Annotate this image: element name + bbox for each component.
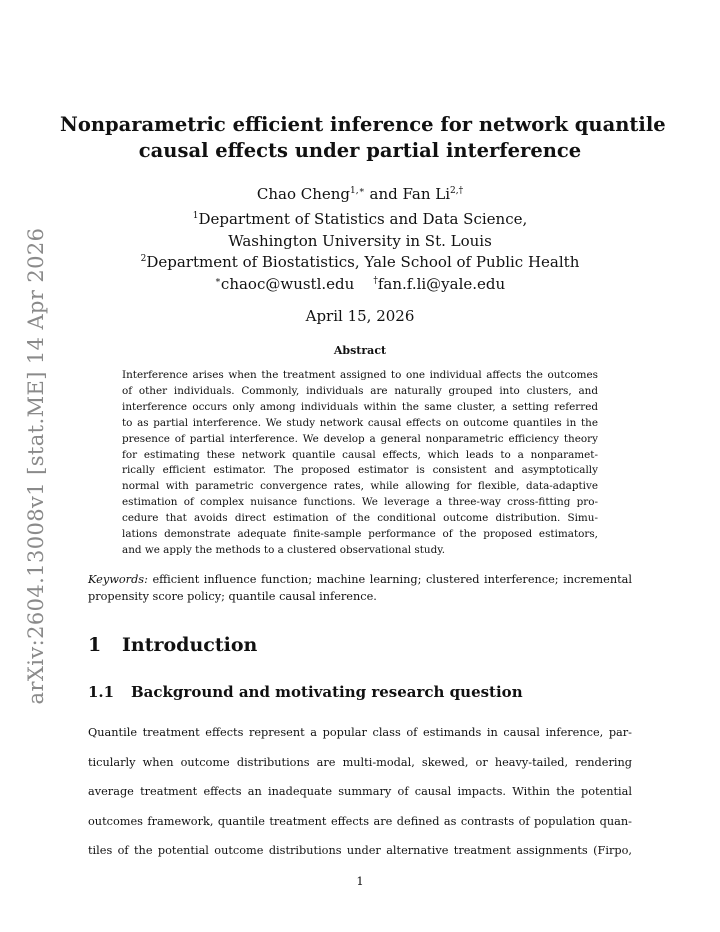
body-line: outcomes framework, quantile treatment effects are defined as contrasts of population quan- (88, 814, 632, 828)
email-line (60, 274, 660, 296)
title-line-2: causal effects under partial interference (138, 139, 582, 162)
arxiv-stamp: arXiv:2604.13008v1 [stat.ME] 14 Apr 2026 (24, 227, 48, 705)
body-paragraph (88, 718, 632, 866)
author-connector: and (364, 185, 403, 203)
body-line: tiles of the potential outcome distributions under alternative treatment assignments (Firpo, (88, 844, 632, 857)
keywords-text-1: efficient influence function; machine learning; clustered interference; incremental (152, 573, 632, 586)
body-line: average treatment effects an inadequate summary of causal impacts. Within the potential (88, 785, 632, 798)
abstract-line: interference occurs only among individuals within the same cluster, a setting referred (122, 400, 598, 413)
subsection-title: Background and motivating research question (131, 683, 523, 701)
affiliation-1-mark: 1 (192, 211, 199, 221)
keywords (88, 571, 632, 605)
author-2: Fan Li (402, 185, 451, 203)
abstract-line: Interference arises when the treatment assigned to one individual affects the outcomes (122, 369, 598, 381)
page-number: 1 (356, 874, 364, 888)
paper-date: April 15, 2026 (305, 307, 415, 325)
affiliation-2-text: Department of Biostatistics, Yale School of Public Health (146, 253, 580, 271)
subsection-heading (88, 683, 523, 701)
affiliation-1-text: Department of Statistics and Data Science, (198, 210, 528, 228)
body-line: ticularly when outcome distributions are multi-modal, skewed, or heavy-tailed, rendering (88, 755, 632, 769)
author-list (60, 183, 660, 205)
abstract-body (122, 368, 598, 559)
keywords-label: Keywords: (88, 573, 148, 586)
abstract-line: estimation of complex nuisance functions. We leverage a three-way cross-fitting pro- (122, 496, 598, 509)
abstract-line: and we apply the methods to a clustered observational study. (122, 543, 446, 556)
author-1: Chao Cheng (256, 185, 351, 203)
body-line: Quantile treatment effects represent a popular class of estimands in causal inference, par- (88, 726, 632, 739)
paper-title (60, 112, 666, 164)
abstract-line: of other individuals. Commonly, individuals are naturally grouped into clusters, and (122, 384, 598, 397)
title-line-1: Nonparametric efficient inference for network quantile (60, 113, 666, 136)
affiliations (60, 209, 660, 295)
abstract-line: normal with parametric convergence rates, while allowing for flexible, data-adaptive (122, 480, 598, 493)
abstract-line: to as partial interference. We study network causal effects on outcome quantiles in the (122, 416, 598, 429)
email-1: chaoc@wustl.edu (220, 274, 355, 293)
affiliation-1-line-1 (60, 209, 660, 231)
affiliation-2-mark: 2 (140, 254, 147, 264)
keywords-line-2: propensity score policy; quantile causal inference. (88, 590, 377, 603)
affiliation-2 (60, 252, 660, 274)
section-number: 1 (88, 634, 102, 656)
subsection-number: 1.1 (88, 683, 115, 701)
abstract-line: lations demonstrate adequate finite-sample performance of the proposed estimators, (122, 528, 598, 541)
abstract-line: rically efficient estimator. The proposed estimator is consistent and asymptotically (122, 464, 598, 477)
section-title: Introduction (122, 634, 258, 656)
email-2-mark: † (373, 275, 378, 286)
abstract-line: presence of partial interference. We develop a general nonparametric efficiency theory (122, 432, 598, 445)
keywords-line-1 (88, 571, 632, 588)
email-2: fan.f.li@yale.edu (377, 274, 506, 293)
author-2-marks: 2,† (450, 186, 464, 196)
email-1-mark: ∗ (214, 275, 221, 286)
abstract-line: for estimating these network quantile causal effects, which leads to a nonparamet- (122, 448, 598, 461)
affiliation-1-line-2: Washington University in St. Louis (228, 231, 492, 250)
section-heading (88, 634, 257, 656)
abstract-heading: Abstract (333, 344, 387, 357)
abstract-line: cedure that avoids direct estimation of the conditional outcome distribution. Simu- (122, 512, 598, 525)
author-1-marks: 1,∗ (350, 186, 365, 196)
